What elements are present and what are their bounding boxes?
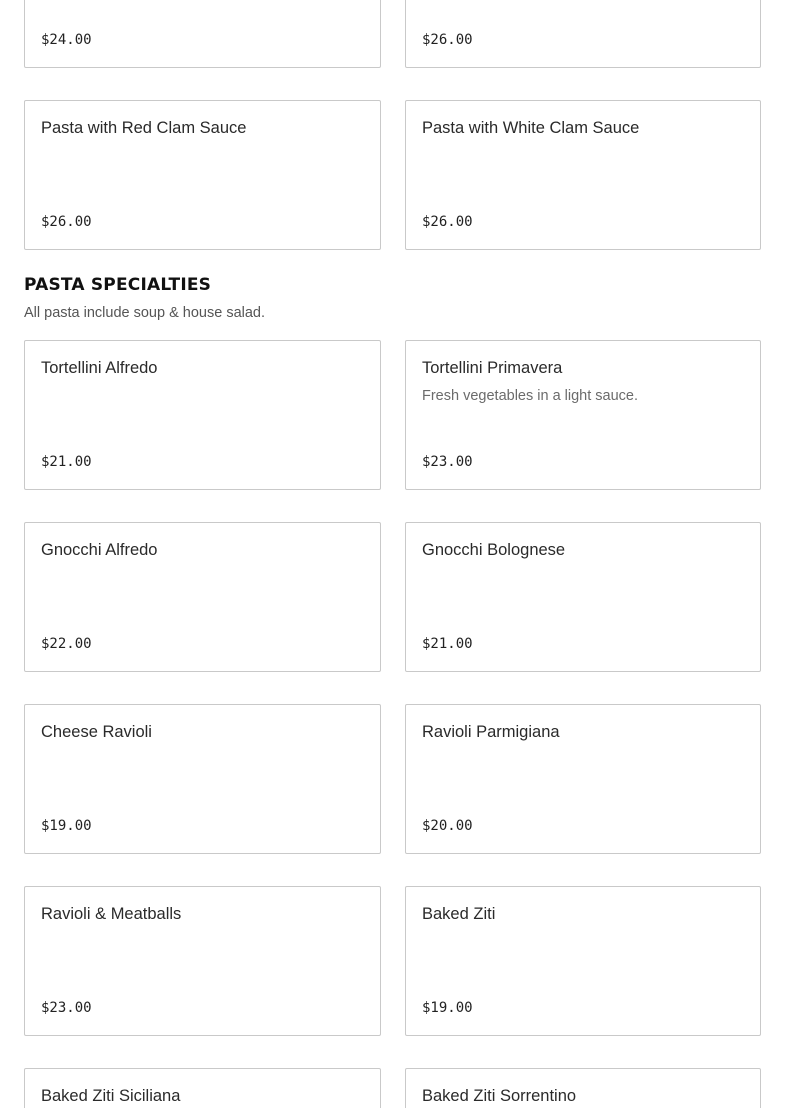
menu-item-price: $24.00 — [41, 32, 92, 48]
menu-item-price: $22.00 — [41, 636, 92, 652]
menu-item-card[interactable] — [24, 100, 381, 250]
menu-item-name: Ravioli & Meatballs — [41, 905, 182, 923]
menu-item-price: $20.00 — [422, 818, 473, 834]
menu-item-card[interactable] — [24, 522, 381, 672]
menu-item-name: Pasta with Red Clam Sauce — [41, 119, 247, 137]
menu-item-card[interactable] — [24, 1068, 381, 1108]
menu-item-name: Baked Ziti — [422, 905, 496, 923]
menu-item-name: Baked Ziti Siciliana — [41, 1087, 181, 1105]
section-subtitle: All pasta include soup & house salad. — [24, 305, 266, 321]
menu-item-price: $26.00 — [422, 214, 473, 230]
menu-item-name: Gnocchi Bolognese — [422, 541, 566, 559]
pasta-specialties-grid — [24, 340, 761, 1108]
menu-item-price: $26.00 — [422, 32, 473, 48]
menu-item-name: Tortellini Alfredo — [41, 359, 158, 377]
menu-item-price: $21.00 — [422, 636, 473, 652]
menu-item-name: Pasta with White Clam Sauce — [422, 119, 640, 137]
menu-item-price: $21.00 — [41, 454, 92, 470]
menu-item-price: $23.00 — [41, 1000, 92, 1016]
menu-item-card[interactable] — [24, 340, 381, 490]
menu-item-price: $19.00 — [41, 818, 92, 834]
menu-item-card[interactable] — [405, 1068, 761, 1108]
menu-item-card[interactable] — [405, 0, 761, 68]
menu-item-price: $26.00 — [41, 214, 92, 230]
menu-item-name: Ravioli Parmigiana — [422, 723, 560, 741]
previous-section-grid — [24, 0, 761, 250]
menu-item-description: Fresh vegetables in a light sauce. — [422, 388, 639, 404]
menu-item-name: Tortellini Primavera — [422, 359, 563, 377]
menu-item-card[interactable] — [405, 100, 761, 250]
menu-item-price: $19.00 — [422, 1000, 473, 1016]
menu-item-name: Gnocchi Alfredo — [41, 541, 158, 559]
menu-item-card[interactable] — [405, 704, 761, 854]
menu-item-card[interactable] — [24, 886, 381, 1036]
menu-item-card[interactable] — [405, 886, 761, 1036]
menu-item-card[interactable] — [405, 522, 761, 672]
section-title: PASTA SPECIALTIES — [24, 275, 212, 295]
menu-item-card[interactable] — [24, 704, 381, 854]
menu-item-price: $23.00 — [422, 454, 473, 470]
menu-item-card[interactable] — [24, 0, 381, 68]
menu-item-name: Cheese Ravioli — [41, 723, 152, 741]
menu-item-name: Baked Ziti Sorrentino — [422, 1087, 577, 1105]
menu-item-card[interactable] — [405, 340, 761, 490]
